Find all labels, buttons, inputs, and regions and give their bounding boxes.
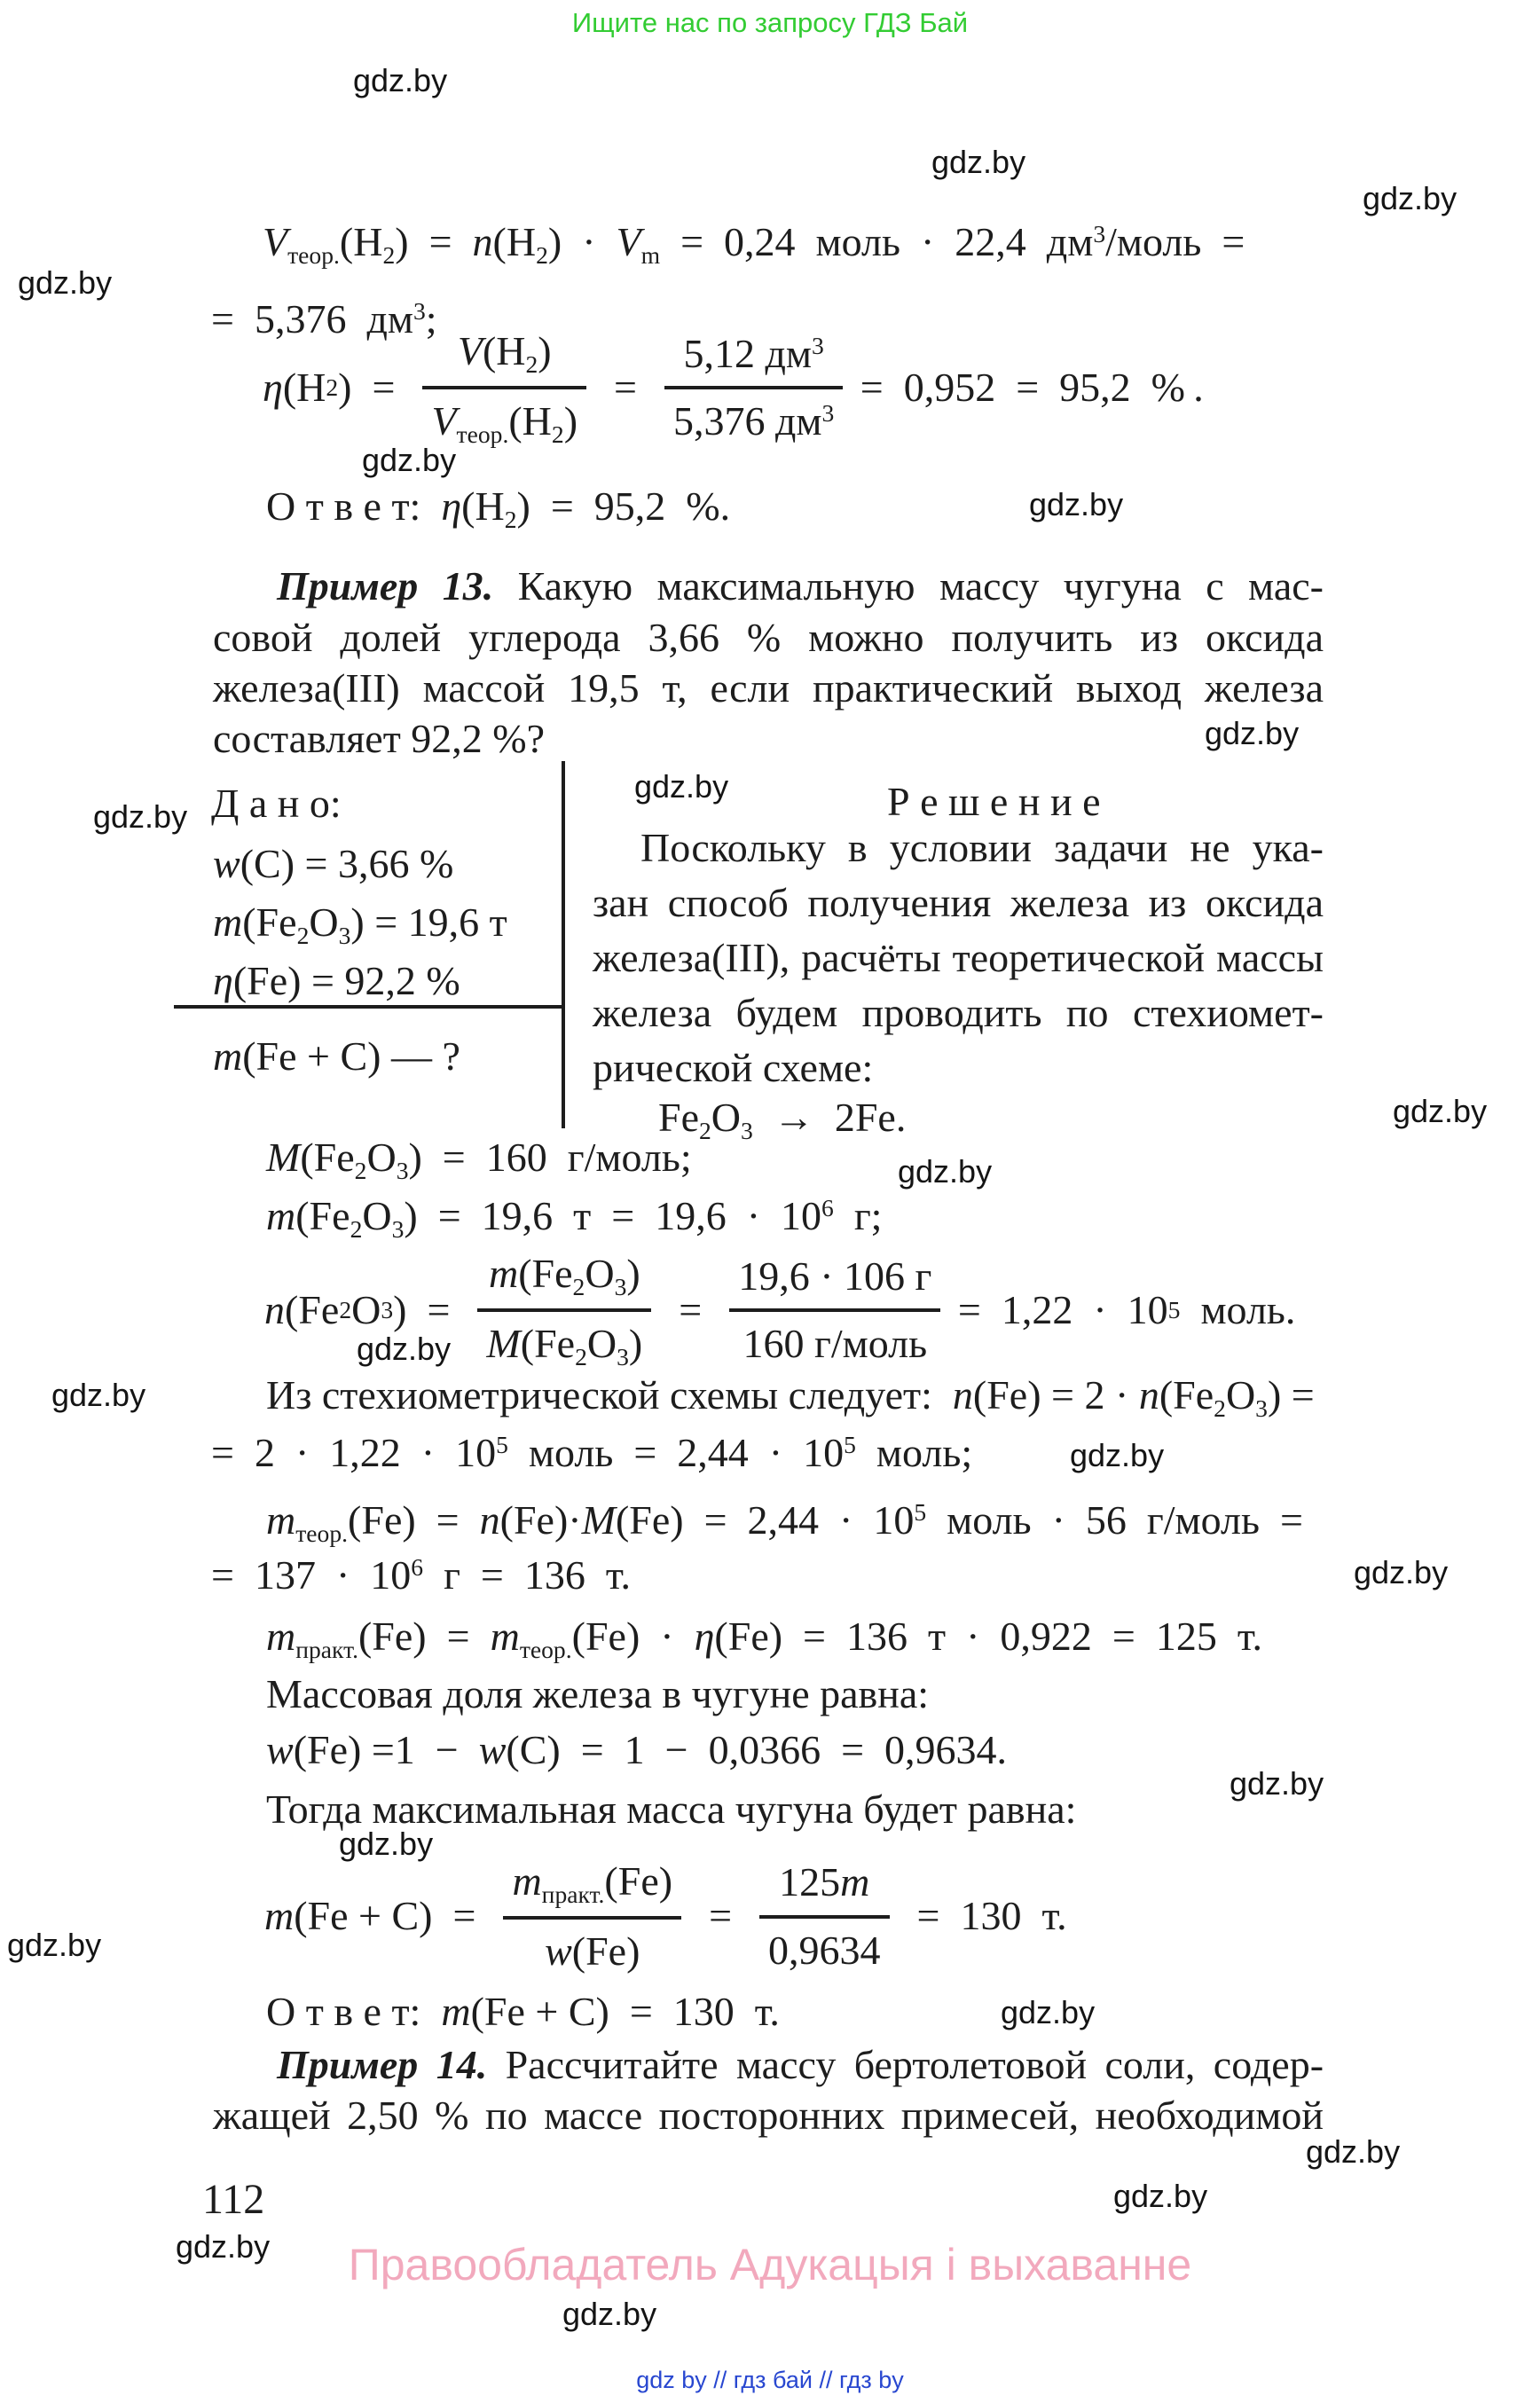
solution-line-3: железа(III), расчёты теоретической массы xyxy=(593,935,1324,980)
page-number: 112 xyxy=(202,2176,265,2223)
watermark-gdzby: gdz.by xyxy=(562,2296,657,2332)
promo-banner: Ищите нас по запросу ГДЗ Бай xyxy=(571,7,969,38)
example-13-line-1: Пример 13. Какую максимальную массу чугуна с мас- xyxy=(277,563,1324,609)
watermark-gdzby: gdz.by xyxy=(898,1153,993,1190)
watermark-gdzby: gdz.by xyxy=(1354,1554,1449,1590)
watermark-gdzby: gdz.by xyxy=(353,62,448,98)
watermark-gdzby: gdz.by xyxy=(176,2228,271,2265)
watermark-gdzby: gdz.by xyxy=(1001,1994,1096,2030)
given-w-carbon: w(C) = 3,66 % xyxy=(213,841,454,886)
watermark-gdzby: gdz.by xyxy=(339,1826,434,1862)
example-13-line-4: составляет 92,2 %? xyxy=(213,716,546,761)
given-divider-line xyxy=(174,1005,562,1009)
watermark-gdzby: gdz.by xyxy=(1113,2178,1208,2214)
watermark-gdzby: gdz.by xyxy=(1363,180,1458,216)
solution-line-2: зан способ получения железа из оксида xyxy=(593,880,1324,925)
example-13-line-3: железа(III) массой 19,5 т, если практический выход железа xyxy=(213,665,1324,711)
watermark-gdzby: gdz.by xyxy=(51,1377,146,1413)
formula-mass-pract: mпракт.(Fe) = mтеор.(Fe) · η(Fe) = 136 т · 0,922 = 125 т. xyxy=(266,1614,1263,1663)
formula-mass-cast-iron: m (Fe + C) = $\frac{\text{mпракт.(Fe)}}{w(Fe)}$ = $\frac{125m}{0,9634}$ = 130 т. xyxy=(264,1857,1067,1975)
footer-links[interactable]: gdz by // гдз бай // гдз by xyxy=(636,2367,904,2393)
example-14-line-1: Пример 14. Рассчитайте массу бертолетовой соли, содер- xyxy=(277,2042,1324,2087)
formula-v-theor: Vтеор.(H2) = n(H2) · Vm = 0,24 моль · 22,4 $дм^3$/моль = xyxy=(263,219,1245,269)
answer-eta: О т в е т: η(H2) = 95,2 %. xyxy=(266,483,731,533)
stoichiometry-line: Из стехиометрической схемы следует: n(Fe) = 2 · n(Fe2O3) = xyxy=(266,1372,1315,1422)
watermark-gdzby: gdz.by xyxy=(1230,1765,1324,1802)
watermark-gdzby: gdz.by xyxy=(1205,715,1300,751)
watermark-gdzby: gdz.by xyxy=(18,264,113,301)
solution-line-4: железа будем проводить по стехиомет- xyxy=(593,990,1324,1035)
watermark-gdzby: gdz.by xyxy=(931,144,1026,180)
given-question: m(Fe + C) — ? xyxy=(213,1033,460,1079)
formula-eta-yield: η (H 2 ) = $\frac{V(H2)}{\text{Vтеор.(H2)}}$ = $\frac{5,12 дм^3}{5,376 дм^3}$ = 0,952 = 95,2 % . xyxy=(263,327,1204,448)
given-eta-fe: η(Fe) = 92,2 % xyxy=(213,958,460,1003)
max-mass-line: Тогда максимальная масса чугуна будет равна: xyxy=(266,1787,1077,1832)
formula-mass-theor-result: = $137 \cdot 10^6$ г = 136 т. xyxy=(211,1552,632,1598)
solution-line-1: Поскольку в условии задачи не ука- xyxy=(640,825,1324,870)
watermark-gdzby: gdz.by xyxy=(362,442,457,478)
solution-line-5: рической схеме: xyxy=(593,1045,874,1090)
given-solution-separator xyxy=(562,761,565,1128)
answer-cast-iron: О т в е т: m(Fe + C) = 130 т. xyxy=(266,1989,780,2034)
watermark-gdzby: gdz.by xyxy=(1070,1437,1165,1473)
watermark-gdzby: gdz.by xyxy=(1393,1093,1488,1129)
formula-moles-fe2o3: n (Fe 2 O 3 ) = $\frac{m(Fe2O3)}{M(Fe2O3)}$ = $\frac{19,6 \cdot 106 г}{\text{160 г/моль}}$ = 1,22 · 10 5 моль. xyxy=(264,1250,1296,1370)
watermark-gdzby: gdz.by xyxy=(1029,486,1124,522)
formula-volume-result: = 5,376 $дм^3$; xyxy=(211,296,437,342)
copyright-notice: Правообладатель Адукацыя і выхаванне xyxy=(348,2240,1192,2289)
example-14-line-2: жащей 2,50 % по массе посторонних примесей, необходимой xyxy=(213,2093,1324,2138)
formula-molar-mass: M(Fe2O3) = 160 г/моль; xyxy=(266,1135,692,1184)
mass-fraction-line: Массовая доля железа в чугуне равна: xyxy=(266,1671,930,1716)
watermark-gdzby: gdz.by xyxy=(93,798,188,835)
scheme-formula: Fe2O3 → 2Fe. xyxy=(658,1095,907,1144)
formula-moles-fe: = $2 \cdot 1,22 \cdot 10^5$ моль = $2,44 \cdot 10^5$ моль; xyxy=(211,1430,973,1475)
given-mass-fe2o3: m(Fe2O3) = 19,6 т xyxy=(213,899,507,949)
watermark-gdzby: gdz.by xyxy=(634,768,729,805)
solution-heading: Р е ш е н и е xyxy=(887,779,1101,824)
watermark-gdzby: gdz.by xyxy=(357,1331,452,1367)
formula-mass-grams: m(Fe2O3) = 19,6 $т = 19,6 \cdot 10^6$ г; xyxy=(266,1193,883,1243)
formula-mass-theor: mтеор.(Fe) = $n(Fe)\cdot M(Fe) = 2,44 \cdot 10^5$ моль · 56 г/моль = xyxy=(266,1497,1303,1547)
watermark-gdzby: gdz.by xyxy=(7,1927,102,1963)
watermark-gdzby: gdz.by xyxy=(1306,2133,1401,2170)
given-heading: Д а н о: xyxy=(211,781,342,826)
example-13-line-2: совой долей углерода 3,66 % можно получить из оксида xyxy=(213,615,1324,660)
formula-w-fe: w(Fe) =1 − w(C) = 1 − 0,0366 = 0,9634. xyxy=(266,1727,1008,1772)
